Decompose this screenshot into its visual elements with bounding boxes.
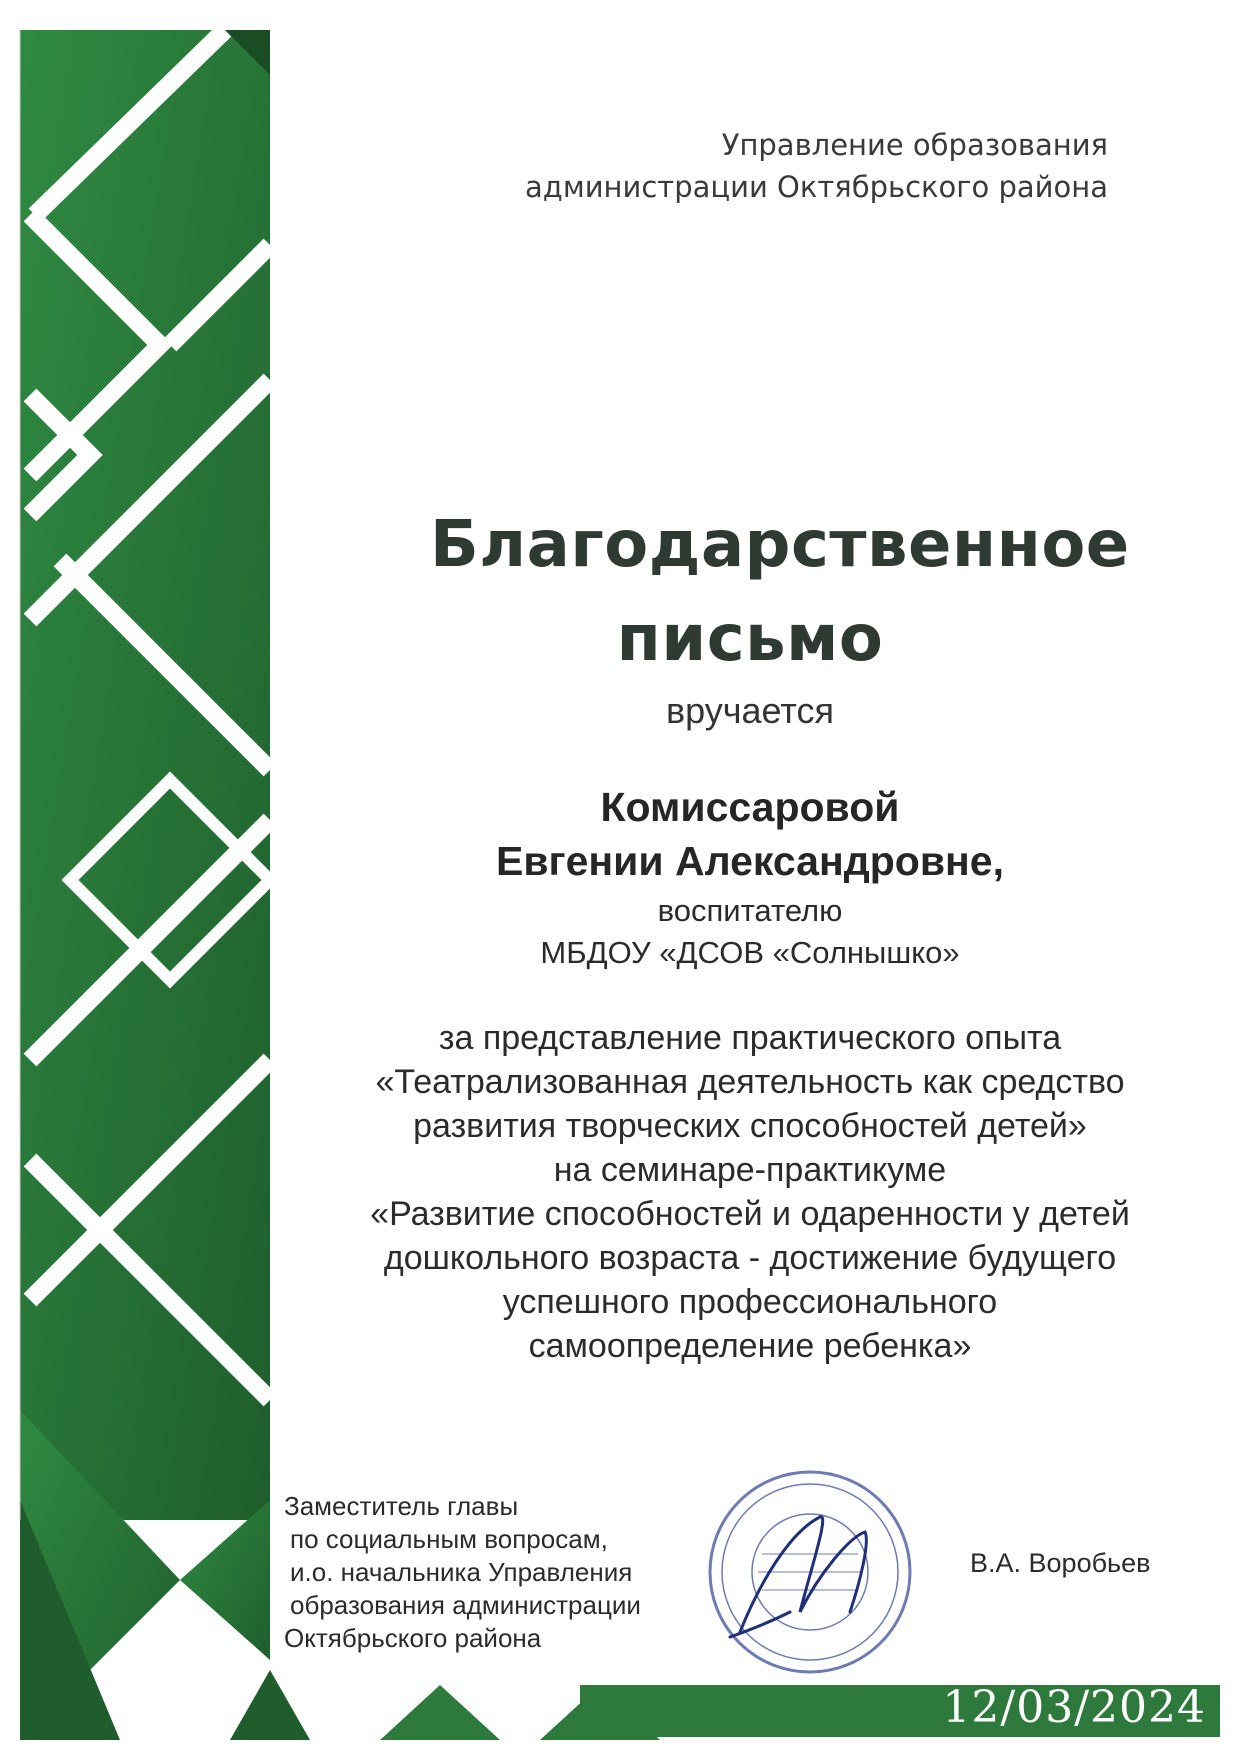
reason-line: развития творческих способностей детей» bbox=[413, 1107, 1087, 1145]
document-title bbox=[430, 498, 1130, 686]
issuer-line-2: администрации Октябрьского района bbox=[525, 170, 1108, 204]
issuer-line-1: Управление образования bbox=[721, 128, 1108, 162]
reason-line: «Театрализованная деятельность как средство bbox=[375, 1063, 1125, 1101]
position-organization: МБДОУ «ДСОВ «Солнышко» bbox=[540, 935, 960, 970]
awarded-text: вручается bbox=[666, 690, 834, 731]
signature-icon bbox=[730, 1517, 866, 1637]
recipient-position bbox=[400, 890, 1100, 974]
document-date: 12/03/2024 bbox=[942, 1682, 1206, 1733]
reason-line: на семинаре-практикуме bbox=[553, 1151, 947, 1189]
recipient-first-middle: Евгении Александровне, bbox=[495, 838, 1005, 884]
official-seal-icon bbox=[700, 1462, 920, 1682]
reason-line: успешного профессионального bbox=[502, 1283, 998, 1321]
title-line-1: Благодарственное bbox=[430, 508, 1130, 582]
recipient-surname: Комиссаровой bbox=[600, 784, 900, 830]
signer-line: по социальным вопросам, bbox=[290, 1524, 608, 1554]
reason-line: «Развитие способностей и одаренности у детей bbox=[370, 1195, 1130, 1233]
position-role: воспитателю bbox=[657, 893, 843, 928]
signer-line: Заместитель главы bbox=[284, 1491, 519, 1521]
signer-name: В.А. Воробьев bbox=[970, 1548, 1151, 1578]
signer-line: и.о. начальника Управления bbox=[290, 1557, 633, 1587]
signer-line: образования администрации bbox=[290, 1590, 641, 1620]
issuer-block bbox=[525, 124, 1108, 208]
title-line-2: письмо bbox=[616, 602, 884, 676]
reason-line: дошкольного возраста - достижение будущего bbox=[383, 1239, 1117, 1277]
reason-line: самоопределение ребенка» bbox=[528, 1327, 972, 1365]
reason-block bbox=[300, 1016, 1200, 1368]
reason-line: за представление практического опыта bbox=[438, 1019, 1062, 1057]
recipient-name bbox=[400, 780, 1100, 888]
signer-line: Октябрьского района bbox=[284, 1623, 542, 1653]
signer-title bbox=[284, 1490, 724, 1655]
